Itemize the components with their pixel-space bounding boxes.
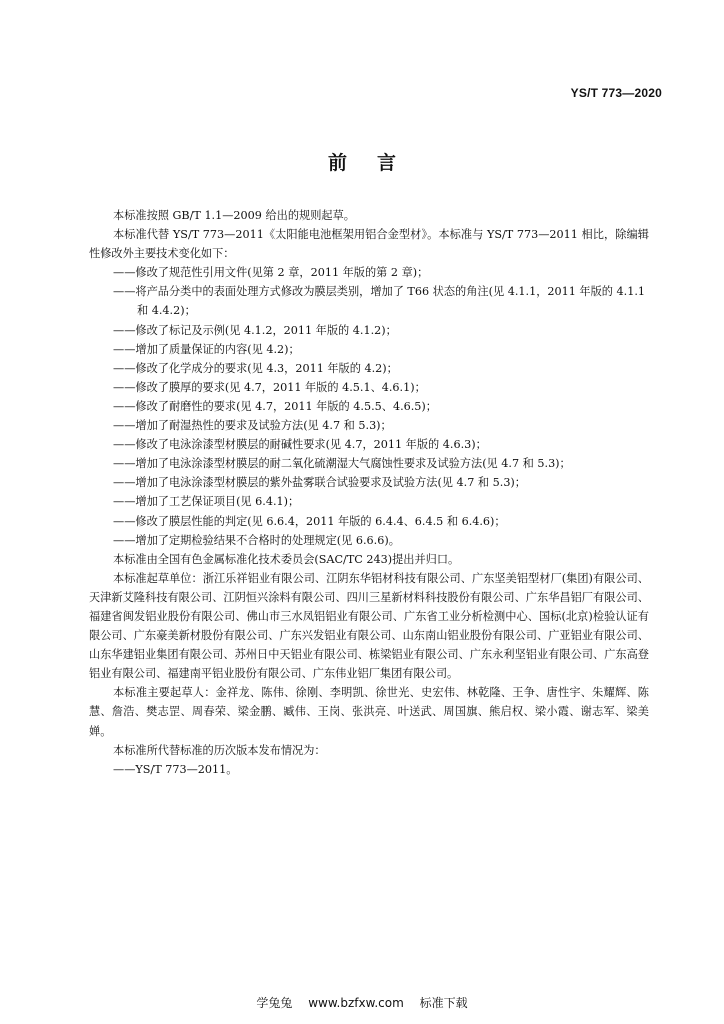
list-item: ——增加了电泳涂漆型材膜层的耐二氧化硫潮湿大气腐蚀性要求及试验方法(见 4.7 和 5.3)； [113, 457, 571, 471]
list-item: ——增加了耐湿热性的要求及试验方法(见 4.7 和 5.3)； [113, 419, 392, 433]
page-title: 前言 [327, 152, 426, 174]
list-item: ——增加了电泳涂漆型材膜层的紫外盐雾联合试验要求及试验方法(见 4.7 和 5.3)； [113, 476, 526, 490]
footer-site-tagline: 标准下载 [419, 996, 468, 1010]
list-item: ——修改了膜层性能的判定(见 6.6.4，2011 年版的 6.4.4、6.4.5 和 6.4.6)； [113, 514, 506, 528]
footer-site-name: 学兔兔 [256, 996, 293, 1010]
document-body [89, 206, 649, 779]
paragraph-history: 本标准所代替标准的历次版本发布情况为： [113, 743, 326, 757]
list-item: ——修改了规范性引用文件(见第 2 章，2011 年版的第 2 章)； [113, 266, 429, 280]
list-item: ——修改了标记及示例(见 4.1.2，2011 年版的 4.1.2)； [113, 323, 397, 337]
paragraph-replacement: 本标准代替 YS/T 773—2011《太阳能电池框架用铝合金型材》。本标准与 YS/T 773—2011 相比，除编辑性修改外主要技术变化如下： [89, 228, 649, 261]
list-item: ——增加了质量保证的内容(见 4.2)； [113, 342, 300, 356]
list-item: ——增加了定期检验结果不合格时的处理规定(见 6.6.6)。 [113, 533, 400, 547]
list-item: ——将产品分类中的表面处理方式修改为膜层类别，增加了 T66 状态的角注(见 4.1.1，2011 年版的 4.1.1 和 4.4.2)； [113, 285, 645, 318]
list-item: ——修改了化学成分的要求(见 4.3，2011 年版的 4.2)； [113, 361, 398, 375]
standard-code: YS/T 773—2020 [570, 86, 662, 100]
changes-list [89, 263, 649, 549]
paragraph-history-item: ——YS/T 773—2011。 [113, 762, 238, 776]
list-item: ——增加了工艺保证项目(见 6.4.1)； [113, 495, 300, 509]
list-item: ——修改了膜厚的要求(见 4.7，2011 年版的 4.5.1、4.6.1)； [113, 380, 426, 394]
list-item: ——修改了耐磨性的要求(见 4.7，2011 年版的 4.5.5、4.6.5)； [113, 399, 437, 413]
paragraph-drafting-units: 本标准起草单位：浙江乐祥铝业有限公司、江阴东华铝材科技有限公司、广东坚美铝型材厂(集团)有限公司、天津新艾隆科技有限公司、江阴恒兴涂料有限公司、四川三星新材料科技股份有限公司、广东华昌铝厂有限公司、福建省闽发铝业股份有限公司、佛山市三水凤铝铝业有限公司、广东省工业分析检测中心、国标(北京)检验认证有限公司、广东豪美新材股份有限公司、广东兴发铝业有限公司、山东南山铝业股份有限公司、广亚铝业有限公司、山东华建铝业集团有限公司、苏州日中天铝业有限公司、栋梁铝业有限公司、广东永利坚铝业有限公司、广东高登铝业有限公司、福建南平铝业股份有限公司、广东伟业铝厂集团有限公司。 [89, 571, 649, 681]
list-item: ——修改了电泳涂漆型材膜层的耐碱性要求(见 4.7，2011 年版的 4.6.3)； [113, 438, 487, 452]
paragraph-drafting-rules: 本标准按照 GB/T 1.1—2009 给出的规则起草。 [113, 209, 355, 222]
paragraph-proposer: 本标准由全国有色金属标准化技术委员会(SAC/TC 243)提出并归口。 [113, 552, 460, 566]
paragraph-drafters: 本标准主要起草人：金祥龙、陈伟、徐刚、李明凯、徐世光、史宏伟、林乾隆、王争、唐性宇、朱耀辉、陈慧、詹浩、樊志罡、周春荣、梁金鹏、臧伟、王岗、张洪亮、叶送武、周国旗、熊启权、梁小霞、谢志军、梁美婵。 [89, 686, 649, 738]
footer-site-url[interactable]: www.bzfxw.com [308, 996, 404, 1010]
footer-watermark [0, 994, 724, 1011]
